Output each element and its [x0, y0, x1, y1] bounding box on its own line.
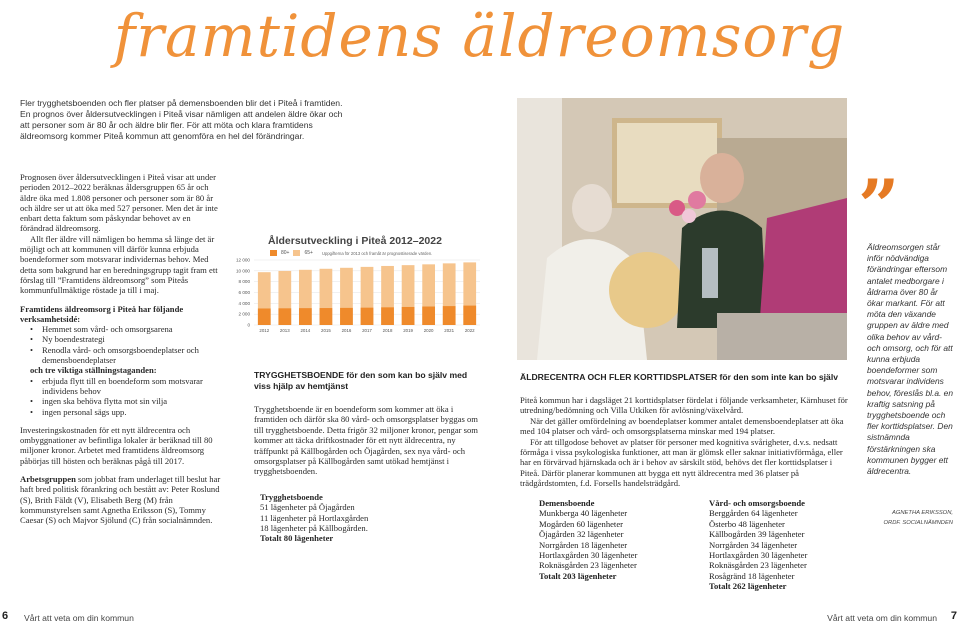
list-item: Roknäsgården 23 lägenheter: [709, 560, 807, 571]
bar-80: [381, 307, 394, 325]
x-tick-label: 2019: [403, 328, 413, 333]
list-item: • erbjuda flytt till en boendeform som motsvarar individens behov: [20, 376, 225, 397]
section-heading: TRYGGHETSBOENDE för den som kan bo själv med viss hjälp av hemtjänst: [254, 370, 468, 391]
paragraph: Piteå kommun har i dagsläget 21 korttidsplatser fördelat i följande verksamheter, Kärnhuset för utredning/bedömning och Villa Utkiken för avlösning/växelvård.: [520, 395, 848, 416]
ingress-text: Fler trygghetsboenden och fler platser på demensboenden blir det i Piteå i framtiden. En prognos över åldersutvecklingen i Piteå visar nämligen att andelen äldre ökar och att personer som är 80 år och äldre blir fler. För att möta och klara framtidens äldreomsorg kommer Piteå kommun att genomföra en hel del förändringar.: [20, 98, 343, 141]
list-total: Totalt 262 lägenheter: [709, 581, 787, 592]
legend-label: 80+: [281, 250, 290, 256]
list-subheading: och tre viktiga ställningstaganden:: [30, 365, 157, 376]
list-item: Hortlaxgården 30 lägenheter: [539, 550, 638, 561]
x-tick-label: 2015: [321, 328, 331, 333]
legend-label: 65+: [304, 250, 313, 256]
y-tick-label: 0: [247, 322, 250, 328]
quote-signature: AGNETHA ERIKSSON, ORDF. SOCIALNÄMNDEN: [883, 510, 953, 526]
list-item: Hortlaxgården 30 lägenheter: [709, 550, 808, 561]
bar-80: [361, 308, 374, 325]
list-item: Rosågränd 18 lägenheter: [709, 570, 795, 581]
fact-box-heading: Trygghetsboende: [260, 491, 323, 502]
paragraph: När det gäller omfördelning av boendeplatser kommer antalet demensboendeplatser att öka med 104 platser och vård- och omsorgsplatserna minskar med 194 platser.: [520, 415, 844, 437]
x-tick-label: 2016: [341, 328, 352, 333]
footer-text-right: Vårt att veta om din kommun: [827, 613, 937, 623]
article-column-1: [20, 172, 225, 526]
y-tick-label: 2 000: [238, 311, 250, 317]
x-tick-label: 2017: [362, 328, 372, 333]
x-tick-label: 2021: [444, 328, 455, 333]
paragraph: Prognosen över åldersutvecklingen i Piteå visar att under perioden 2012–2022 beräknas åldersgruppen 65 år och äldre öka med 1.808 personer och personer som är 80 år och äldre ser ut att öka med 527 personer. Men det är inte enbart detta faktum som påskyndar behovet av en förändrad äldreomsorg.: [20, 172, 218, 234]
list-item: Norrgården 34 lägenheter: [709, 539, 798, 550]
page-title: framtidens äldreomsorg: [113, 2, 846, 70]
paragraph: Allt fler äldre vill nämligen bo hemma så länge det är möjligt och att kommunen vill därför kunna erbjuda boendeformer som motsvarar individernas behov. Med detta som bakgrund har en beredningsgrupp tagit fram ett förslag till ”Framtidens äldreomsorg” som Piteås kommunfullmäktige röstade ja till i maj.: [20, 233, 218, 296]
article-column-3: [520, 372, 850, 489]
list-item: • ingen personal sägs upp.: [20, 407, 225, 417]
fact-line: 51 lägenheter på Öjagården: [260, 502, 355, 513]
paragraph: Trygghetsboende är en boendeform som kommer att öka i framtiden och därför ska 80 vård- och omsorgsplatser byggas om till trygghetsboende. Detta frigör 32 miljoner kronor, pengar som kommer att täcka driftkostnader för ett nytt äldrecentra, ny träffpunkt på Källbogården och Öjagården, sex nya vård- och omsorgsplatser på Källbogården samt utökad hemtjänst i trygghetsboenden.: [254, 404, 478, 477]
x-tick-label: 2020: [423, 328, 434, 333]
y-tick-label: 4 000: [238, 300, 250, 306]
list-heading: Framtidens äldreomsorg i Piteå har följande verksamhetsidé:: [20, 303, 184, 324]
footer-text-left: Vårt att veta om din kommun: [24, 613, 134, 623]
list-heading: Demensboende: [539, 498, 595, 508]
bar-80: [299, 308, 312, 325]
bar-80: [402, 307, 415, 325]
bar-80: [443, 306, 456, 325]
article-column-2: [254, 370, 479, 544]
y-tick-label: 12 000: [235, 257, 250, 263]
list-item: • Ny boendestrategi: [20, 334, 225, 344]
list-item: • Renodla vård- och omsorgsboendeplatser och demensboendeplatser: [20, 345, 225, 366]
x-tick-label: 2018: [382, 328, 393, 333]
paragraph: För att tillgodose behovet av platser för personer med kognitiva svårigheter, d.v.s. nedsatt förmåga i vissa psykologiska funktioner, att man är glömsk eller saknar initiativförmåga, eller har en förvärvad hjärnskada och är i behov av särskilt stöd, behövs det fler korttidsplatser i Piteå. Därför planerar kommunen att bygga ett nytt äldrecentra med 36 platser på trädgårdstomten, f.d. Forsells handelsträdgård.: [520, 436, 843, 489]
paragraph: Arbetsgruppen som jobbat fram underlaget till beslut har haft bred politisk förankring och bestått av: Peter Roslund (S), Brith Fäldt (V), Elisabeth Berg (M) från kommunstyrelsen samt Agnetha Eriksson (S), Tommy Caesar (S) och Majvor Sjölund (C) från socialnämnden.: [20, 474, 221, 526]
page-number-left: 6: [2, 610, 9, 622]
y-tick-label: 6 000: [238, 290, 250, 295]
bar-80: [463, 306, 476, 325]
list-item: • ingen ska behöva flytta mot sin vilja: [20, 396, 225, 406]
list-item: Munkberga 40 lägenheter: [539, 508, 628, 519]
y-tick-label: 8 000: [238, 279, 250, 285]
bullet-list: [20, 324, 225, 365]
bar-80: [320, 308, 333, 325]
x-tick-label: 2022: [464, 328, 475, 333]
age-chart: [230, 225, 490, 340]
list-item: Roknäsgården 23 lägenheter: [539, 560, 637, 571]
fact-box: [254, 492, 479, 544]
x-tick-label: 2013: [279, 328, 290, 333]
list-item: Mogården 60 lägenheter: [539, 518, 623, 529]
fact-total: Totalt 80 lägenheter: [260, 533, 334, 544]
list-item: Norrgården 18 lägenheter: [539, 539, 628, 550]
bar-80: [278, 308, 291, 325]
bar-80: [422, 307, 435, 325]
list-item: Österbo 48 lägenheter: [709, 518, 785, 529]
list-heading: Vård- och omsorgsboende: [709, 498, 805, 508]
bullet-list: [20, 376, 225, 417]
bar-80: [258, 308, 271, 325]
list-total: Totalt 203 lägenheter: [539, 570, 617, 581]
list-item: Källbogården 39 lägenheter: [709, 529, 805, 540]
list-item: • Hemmet som vård- och omsorgsarena: [20, 324, 225, 334]
list-item: Berggården 64 lägenheter: [709, 508, 798, 519]
chart-note: Uppgifterna för 2013 och framåt är prognostiserade värden.: [322, 251, 433, 256]
list-dementia: [539, 498, 669, 592]
x-tick-label: 2012: [259, 328, 270, 333]
pull-quote: Äldreomsorgen står inför nödvändiga förändringar eftersom antalet medborgare i åldrarna över 80 år ökar markant. För att möta den växande gruppen av äldre med olika behov av vård- och omsorg, och för att kunna erbjuda boendeformer som motsvarar individens behov, föreslås bl.a. en kraftig satsning på trygghetsboende och fler korttidsplatser. Den sistnämnda förstärkningen ska kommunen bygger ett äldrecentra.: [867, 242, 953, 477]
housing-lists: [539, 498, 839, 592]
paragraph: Investeringskostnaden för ett nytt äldrecentra och ombyggnationer av befintliga lokaler är beräknad till 80 miljoner kronor. Arbetet med framtidens äldreomsorg påbörjas till hösten och beräknas pågå till 2017.: [20, 424, 213, 466]
bar-80: [340, 308, 353, 325]
photo-elderly-care: [517, 98, 847, 360]
list-item: Öjagården 32 lägenheter: [539, 529, 624, 540]
y-tick-label: 10 000: [235, 268, 250, 274]
page-number-right: 7: [950, 610, 957, 622]
x-tick-label: 2014: [300, 328, 311, 333]
quote-mark-icon: ”: [858, 163, 900, 248]
chart-title: Åldersutveckling i Piteå 2012–2022: [268, 235, 442, 247]
fact-line: 18 lägenheter på Källbogården.: [260, 523, 368, 534]
section-heading: ÄLDRECENTRA OCH FLER KORTTIDSPLATSER för den som inte kan bo själv: [520, 372, 838, 382]
list-care-housing: [709, 498, 839, 592]
fact-line: 11 lägenheter på Hortlaxgården: [260, 512, 369, 523]
